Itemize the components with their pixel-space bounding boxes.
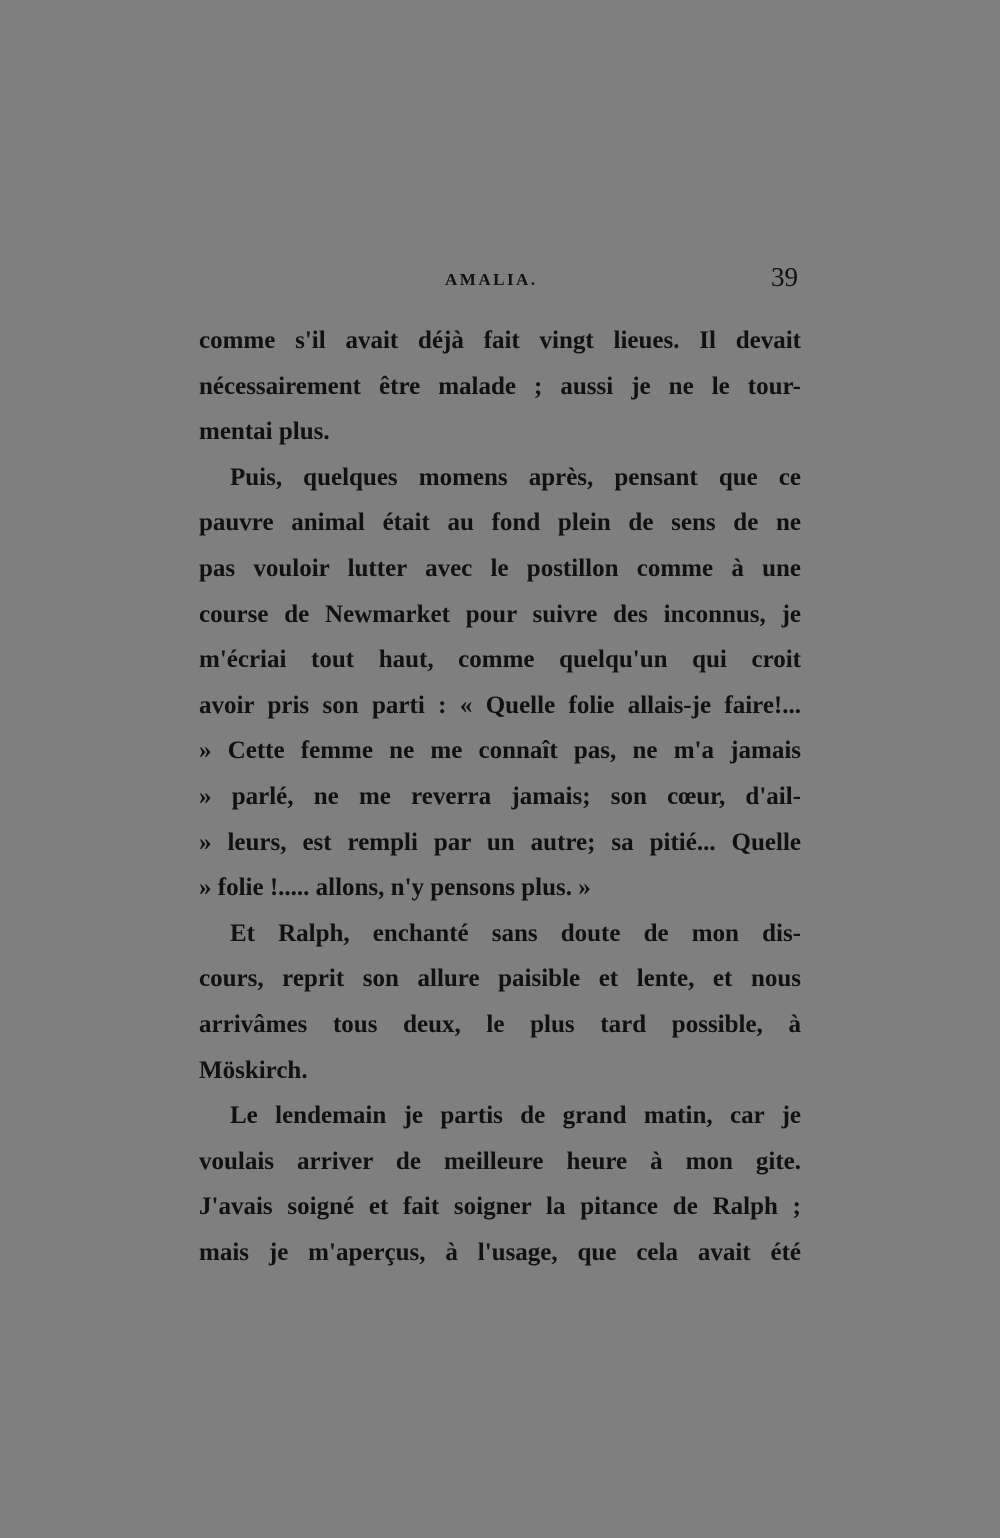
text-line: Et Ralph, enchanté sans doute de mon dis- [230,919,801,947]
text-line: Möskirch. [199,1056,308,1084]
text-line: avoir pris son parti : « Quelle folie allais-je faire!... [199,691,801,719]
text-line: comme s'il avait déjà fait vingt lieues. Il devait [199,327,801,354]
body-text [199,318,801,1275]
text-line: » parlé, ne me reverra jamais; son cœur, d'ail- [199,782,801,810]
text-line: nécessairement être malade ; aussi je ne le tour- [199,372,801,400]
text-line: mentai plus. [199,418,330,446]
text-line: » Cette femme ne me connaît pas, ne m'a jamais [199,737,801,765]
text-line: voulais arriver de meilleure heure à mon gite. [199,1147,801,1175]
running-head [198,262,802,302]
text-line: cours, reprit son allure paisible et lente, et nous [199,965,801,993]
page-number: 39 [771,262,798,292]
text-line: pauvre animal était au fond plein de sens de ne [199,509,801,537]
text-line: mais je m'aperçus, à l'usage, que cela avait été [199,1238,801,1266]
text-line: Puis, quelques momens après, pensant que ce [230,463,801,491]
text-line: J'avais soigné et fait soigner la pitance de Ralph ; [199,1193,801,1221]
text-line: » folie !..... allons, n'y pensons plus. » [199,874,591,902]
text-line: course de Newmarket pour suivre des inconnus, je [199,600,801,628]
running-title: AMALIA. [445,270,538,289]
text-line: m'écriai tout haut, comme quelqu'un qui croit [199,646,801,674]
text-line: » leurs, est rempli par un autre; sa pitié... Quelle [199,828,801,856]
text-line: arrivâmes tous deux, le plus tard possible, à [199,1010,801,1038]
text-line: pas vouloir lutter avec le postillon comme à une [199,554,801,582]
text-line: Le lendemain je partis de grand matin, car je [230,1102,801,1130]
